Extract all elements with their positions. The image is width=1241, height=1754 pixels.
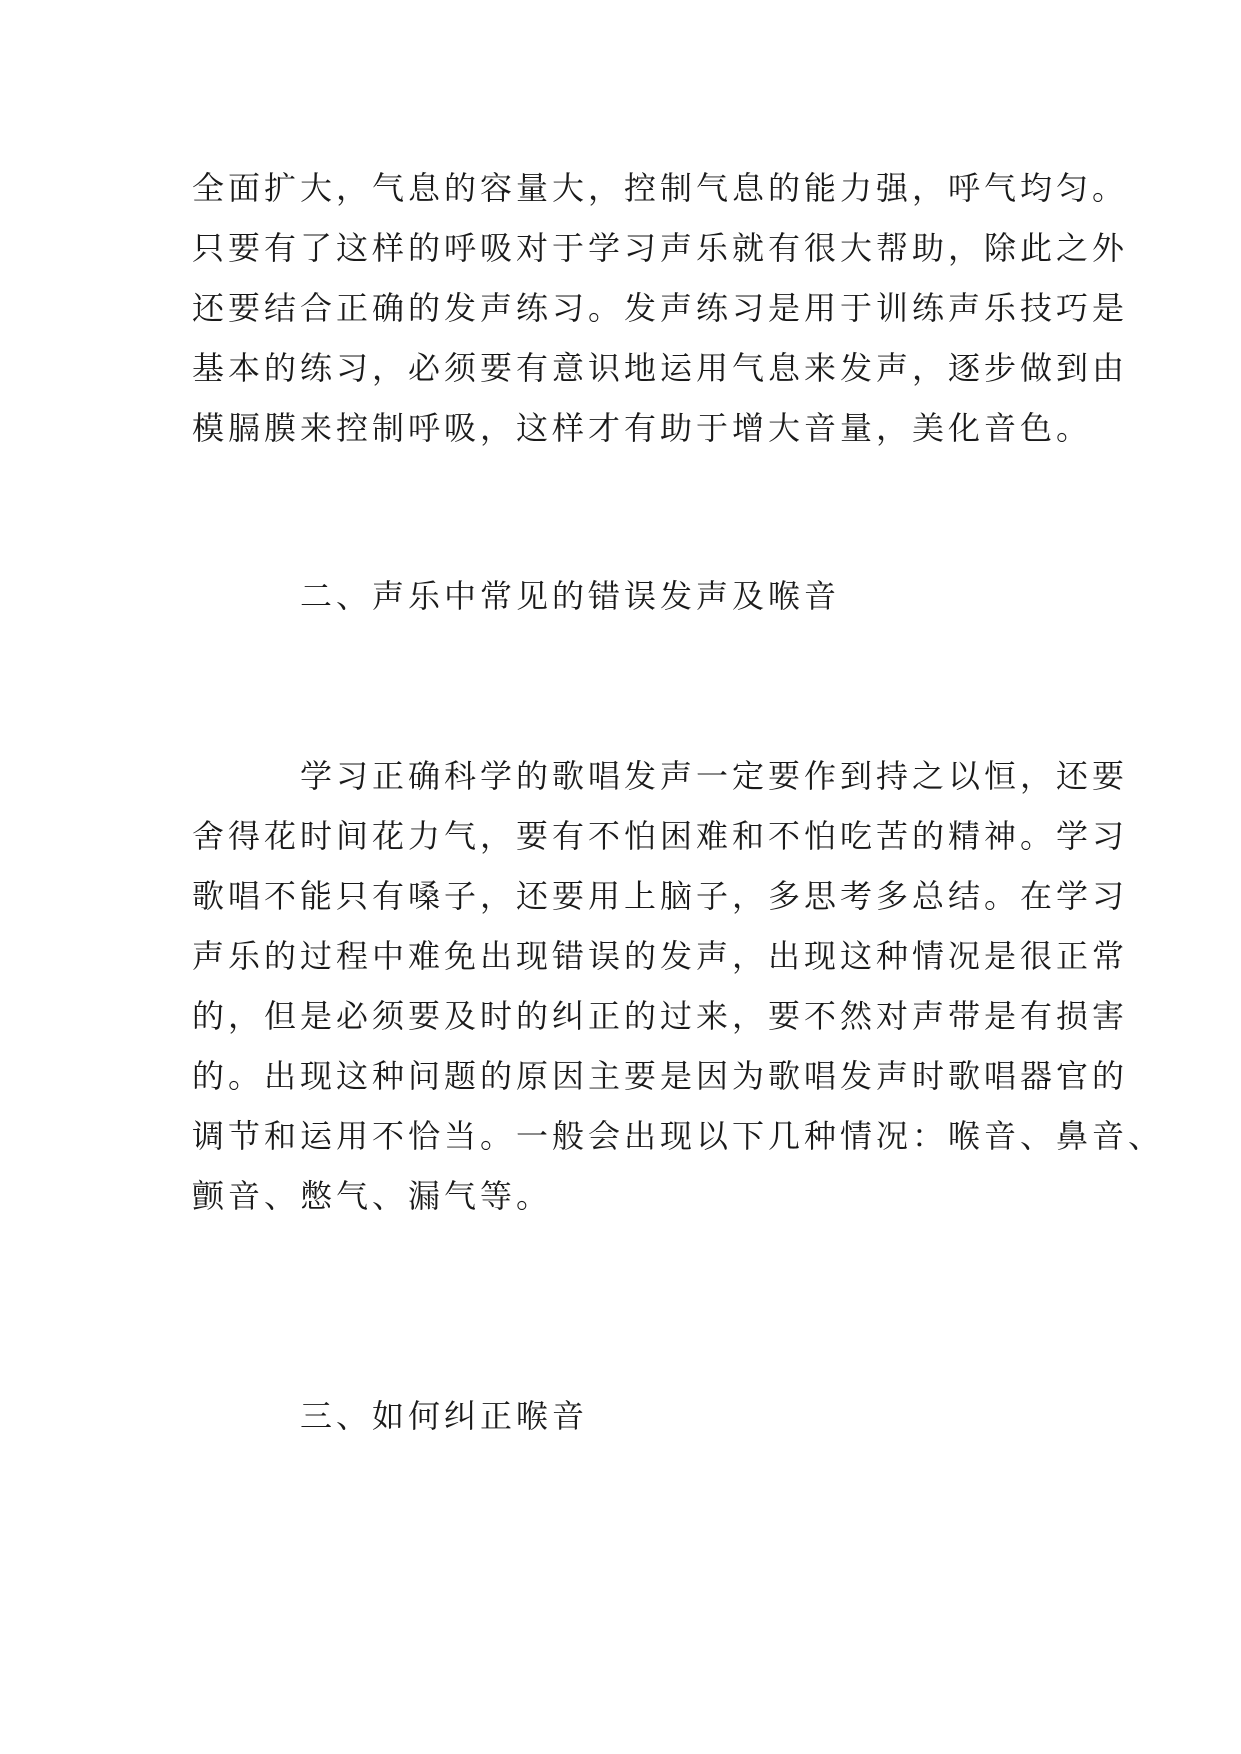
paragraph-line: 歌唱不能只有嗓子，还要用上脑子，多思考多总结。在学习 — [192, 877, 1129, 915]
paragraph-line: 学习正确科学的歌唱发声一定要作到持之以恒，还要 — [300, 757, 1129, 795]
paragraph-line: 只要有了这样的呼吸对于学习声乐就有很大帮助，除此之外 — [192, 229, 1129, 267]
paragraph-line: 全面扩大，气息的容量大，控制气息的能力强，呼气均匀。 — [192, 169, 1129, 207]
paragraph-line: 声乐的过程中难免出现错误的发声，出现这种情况是很正常 — [192, 937, 1129, 975]
section-heading: 二、声乐中常见的错误发声及喉音 — [300, 577, 841, 615]
section-heading: 三、如何纠正喉音 — [300, 1397, 589, 1435]
paragraph-line: 还要结合正确的发声练习。发声练习是用于训练声乐技巧是 — [192, 289, 1129, 327]
paragraph-line: 的。出现这种问题的原因主要是因为歌唱发声时歌唱器官的 — [192, 1057, 1129, 1095]
paragraph-line: 的，但是必须要及时的纠正的过来，要不然对声带是有损害 — [192, 997, 1129, 1035]
paragraph-line: 颤音、憋气、漏气等。 — [192, 1177, 553, 1215]
paragraph-line: 舍得花时间花力气，要有不怕困难和不怕吃苦的精神。学习 — [192, 817, 1129, 855]
paragraph-line: 模膈膜来控制呼吸，这样才有助于增大音量，美化音色。 — [192, 409, 1093, 447]
paragraph-line: 基本的练习，必须要有意识地运用气息来发声，逐步做到由 — [192, 349, 1129, 387]
paragraph-line: 调节和运用不恰当。一般会出现以下几种情况：喉音、鼻音、 — [192, 1117, 1165, 1155]
